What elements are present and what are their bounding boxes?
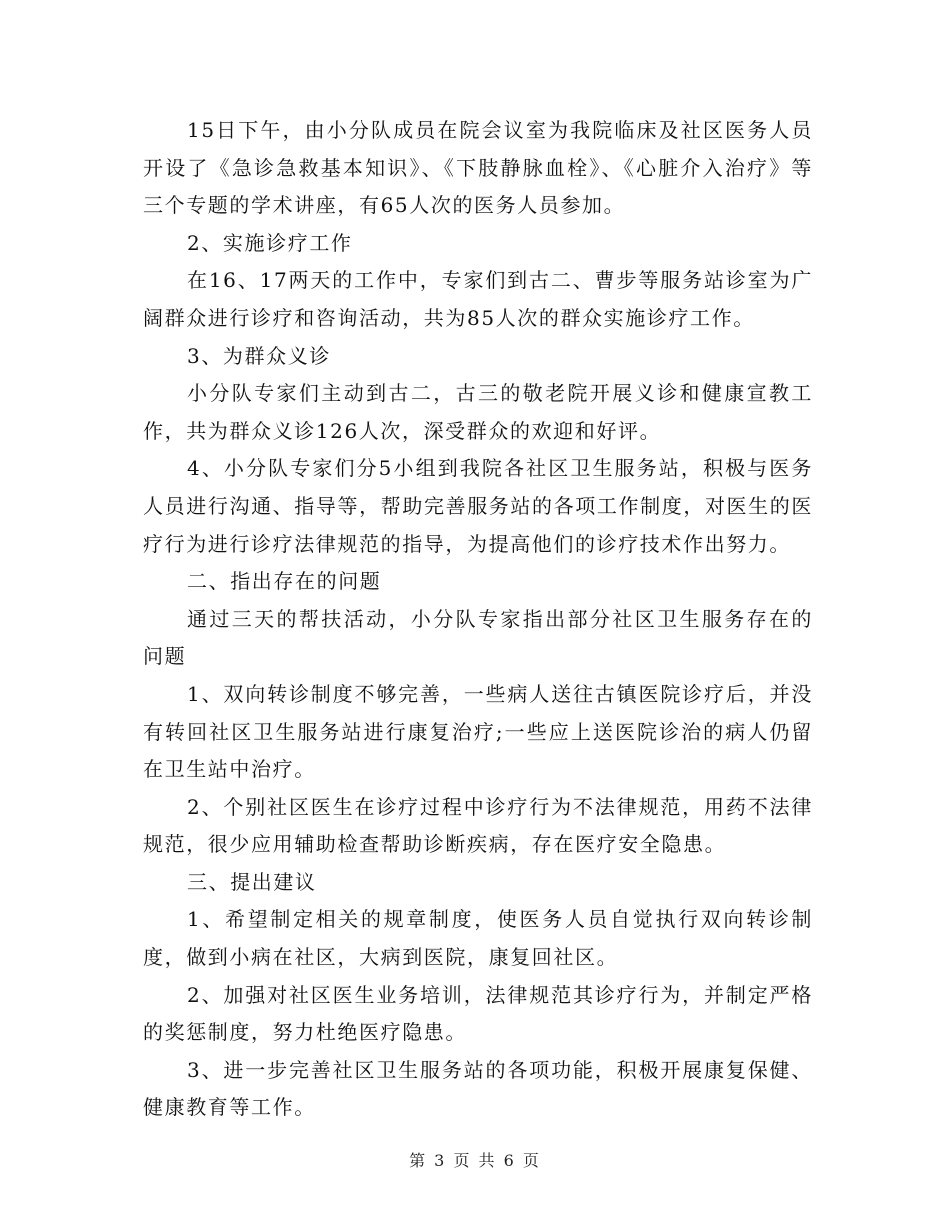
paragraph-suggestion-1: 1、希望制定相关的规章制度，使医务人员自觉执行双向转诊制度，做到小病在社区，大病到医院，康复回社区。 [143,907,813,970]
paragraph-problem-1: 1、双向转诊制度不够完善，一些病人送往古镇医院诊疗后，并没有转回社区卫生服务站进行康复治疗;一些应上送医院诊治的病人仍留在卫生站中治疗。 [143,681,813,782]
paragraph-diagnosis: 在16、17两天的工作中，专家们到古二、曹步等服务站诊室为广阔群众进行诊疗和咨询活动，共为85人次的群众实施诊疗工作。 [143,268,813,330]
section-heading-suggestions: 三、提出建议 [187,869,317,894]
paragraph-free-clinic: 小分队专家们主动到古二，古三的敬老院开展义诊和健康宣教工作，共为群众义诊126人次，深受群众的欢迎和好评。 [143,381,813,443]
paragraph-suggestion-2: 2、加强对社区医生业务培训，法律规范其诊疗行为，并制定严格的奖惩制度，努力杜绝医疗隐患。 [143,982,813,1045]
section-heading-problems: 二、指出存在的问题 [187,569,382,594]
section-heading-diagnosis: 2、实施诊疗工作 [187,230,353,255]
paragraph-problem-2: 2、个别社区医生在诊疗过程中诊疗行为不法律规范，用药不法律规范，很少应用辅助检查帮助诊断疾病，存在医疗安全隐患。 [143,794,813,857]
section-heading-free-clinic: 3、为群众义诊 [187,343,331,368]
paragraph-guidance: 4、小分队专家们分5小组到我院各社区卫生服务站，积极与医务人员进行沟通、指导等，帮助完善服务站的各项工作制度，对医生的医疗行为进行诊疗法律规范的指导，为提高他们的诊疗技术作出努力。 [143,456,813,556]
paragraph-problems-intro: 通过三天的帮扶活动，小分队专家指出部分社区卫生服务存在的问题 [143,606,813,669]
paragraph-lecture: 15日下午，由小分队成员在院会议室为我院临床及社区医务人员开设了《急诊急救基本知识》、《下肢静脉血栓》、《心脏介入治疗》等三个专题的学术讲座，有65人次的医务人员参加。 [143,118,813,218]
paragraph-suggestion-3: 3、进一步完善社区卫生服务站的各项功能，积极开展康复保健、健康教育等工作。 [143,1057,813,1120]
page-number-footer: 第 3 页 共 6 页 [409,1151,541,1170]
document-body [143,112,813,1127]
